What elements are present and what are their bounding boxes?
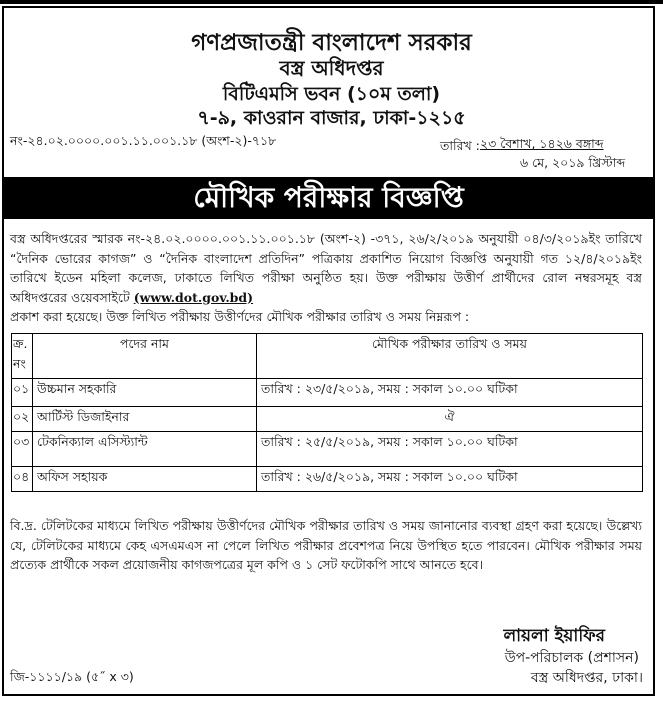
post-cell: উচ্চমান সহকারি	[33, 379, 257, 407]
col-serial-header: ক্র. নং	[12, 334, 33, 379]
post-cell: আর্টিস্ট ডিজাইনার	[33, 407, 257, 432]
table-row	[12, 432, 643, 467]
interview-schedule-table	[11, 333, 643, 492]
intro-text: বস্ত্র অধিদপ্তরের স্মারক নং-২৪.০২.০০০০.০০১.১১.০০১.১৮ (অংশ-২) -৩৭১, ২৬/২/২০১৯ অনুযায়ী ০৪/৩/২০১৯ইং তারিখে “দৈনিক ভোরের কাগজ” ও “দৈনিক বাংলাদেশ প্রতিদিন” পত্রিকায় প্রকাশিত নিয়োগ বিজ্ঞপ্তি অনুযায়ী গত ১২/৪/২০১৯ইং তারিখে ইডেন মহিলা কলেজ, ঢাকাতে লিখিত পরীক্ষা অনুষ্ঠিত হয়। উক্ত পরীক্ষায় উত্তীর্ণ প্রার্থীদের রোল নম্বরসমূহ বস্ত্র অধিদপ্তরের ওয়েবসাইটে	[10, 231, 642, 305]
office-address: ৭-৯, কাওরান বাজার, ঢাকা-১২১৫	[197, 107, 466, 129]
datetime-cell: ঐ	[257, 407, 643, 432]
serial-cell: ০৩	[12, 432, 33, 467]
signatory-name: লায়লা ইয়াফির	[503, 626, 605, 646]
datetime-cell: তারিখ : ২৬/৫/২০১৯, সময় : সকাল ১০.০০ ঘটিকা	[257, 467, 643, 492]
table-row	[12, 407, 643, 432]
government-title: গণপ্রজাতন্ত্রী বাংলাদেশ সরকার	[191, 30, 472, 56]
intro-paragraph	[10, 229, 642, 327]
signatory-office: বস্ত্র অধিদপ্তর, ঢাকা।	[530, 670, 643, 686]
serial-cell: ০২	[12, 407, 33, 432]
website-link[interactable]: (www.dot.gov.bd)	[133, 289, 254, 305]
datetime-cell: তারিখ : ২৫/৫/২০১৯, সময় : সকাল ১০.০০ ঘটিকা	[257, 432, 643, 467]
col-datetime-header: মৌখিক পরীক্ষার তারিখ ও সময়	[257, 334, 643, 379]
date-bengali: ২৩ বৈশাখ, ১৪২৬ বঙ্গাব্দ	[480, 136, 604, 151]
department-name: বস্ত্র অধিদপ্তর	[279, 56, 384, 80]
memo-number: নং-২৪.০২.০০০০.০০১.১১.০০১.১৮ (অংশ-২)-৭১৮	[10, 133, 277, 148]
date-label: তারিখ :	[440, 138, 480, 153]
col-post-header: পদের নাম	[33, 334, 257, 379]
post-cell: টেকনিক্যাল এসিস্ট্যান্ট	[33, 432, 257, 467]
top-border	[0, 0, 663, 4]
table-row	[12, 467, 643, 492]
note-paragraph: বি.দ্র. টেলিটকের মাধ্যমে লিখিত পরীক্ষায় উত্তীর্ণদের মৌখিক পরীক্ষার তারিখ ও সময় জানানোর ব্যবস্থা গ্রহণ করা হয়েছে। উল্লেখ্য যে, টেলিটকের মাধ্যমে কেহ এসএমএস না পেলে লিখিত পরীক্ষার প্রবেশপত্র নিয়ে উপস্থিত হতে পারবেন। মৌখিক পরীক্ষার সময় প্রত্যেক প্রার্থীকে সকল প্রয়োজনীয় কাগজপত্রের মূল কপি ও ১ সেট ফটোকপি সাথে আনতে হবে।	[10, 518, 642, 572]
date-gregorian: ৬ মে, ২০১৯ খ্রিস্টাব্দ	[520, 155, 626, 170]
building-name: বিটিএমসি ভবন (১০ম তলা)	[222, 83, 441, 105]
table-row	[12, 379, 643, 407]
notice-title-banner: মৌখিক পরীক্ষার বিজ্ঞপ্তি	[4, 177, 653, 219]
post-cell: অফিস সহায়ক	[33, 467, 257, 492]
serial-cell: ০১	[12, 379, 33, 407]
intro-text-end: প্রকাশ করা হয়েছে। উক্ত লিখিত পরীক্ষায় উত্তীর্ণদের মৌখিক পরীক্ষার তারিখ ও সময় নিম্নরূপ :	[10, 309, 470, 324]
datetime-cell: তারিখ : ২৩/৫/২০১৯, সময় : সকাল ১০.০০ ঘটিকা	[257, 379, 643, 407]
ad-code: জি-১১১১/১৯ (৫˝ x ৩)	[10, 669, 134, 684]
serial-cell: ০৪	[12, 467, 33, 492]
table-header-row	[12, 334, 643, 379]
signatory-designation: উপ-পরিচালক (প্রশাসন)	[504, 650, 639, 666]
